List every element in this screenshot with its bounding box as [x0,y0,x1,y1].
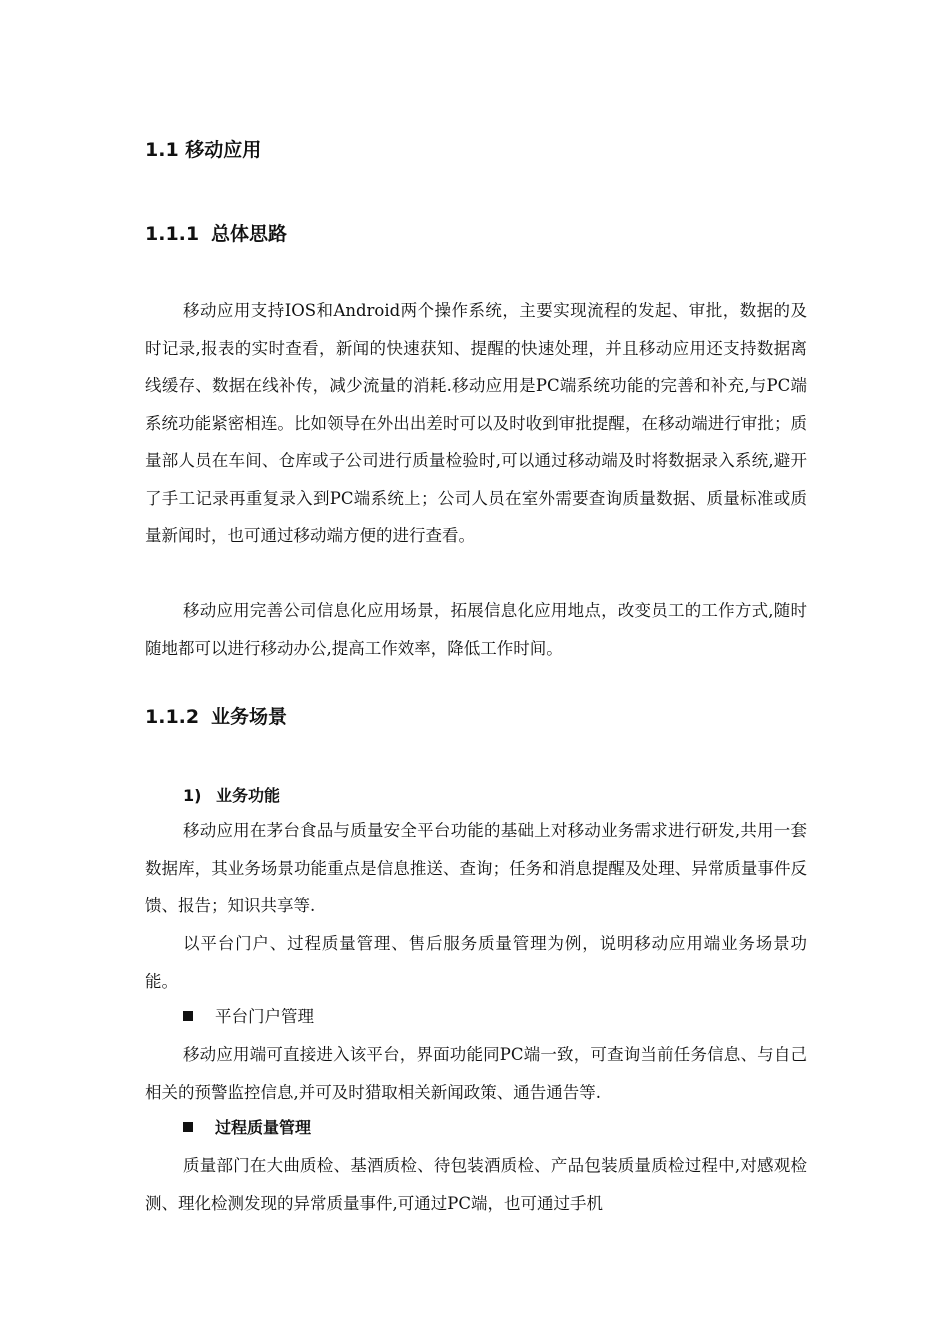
document-page [145,0,807,1344]
square-bullet-icon [183,1122,193,1132]
section-heading [145,136,261,164]
subsection-heading-1 [145,220,287,248]
paragraph-process-quality: 质量部门在大曲质检、基酒质检、待包装酒质检、产品包装质量质检过程中,对感观检测、理化检测发现的异常质量事件,可通过PC端，也可通过手机 [145,1156,807,1213]
item-title: 业务功能 [216,786,281,805]
bullet-text: 平台门户管理 [215,1007,314,1026]
subsection-title: 业务场景 [211,706,288,728]
paragraph-overview: 移动应用支持IOS和Android两个操作系统，主要实现流程的发起、审批，数据的及时记录,报表的实时查看，新闻的快速获知、提醒的快速处理，并且移动应用还支持数据离线缓存、数据在线补传，减少流量的消耗.移动应用是PC端系统功能的完善和补充,与PC端系统功能紧密相连。比如领导在外出出差时可以及时收到审批提醒，在移动端进行审批；质量部人员在车间、仓库或子公司进行质量检验时,可以通过移动端及时将数据录入系统,避开了手工记录再重复录入到PC端系统上；公司人员在室外需要查询质量数据、质量标准或质量新闻时，也可通过移动端方便的进行查看。 [145,301,807,545]
paragraph-portal: 移动应用端可直接进入该平台，界面功能同PC端一致，可查询当前任务信息、与自己相关的预警监控信息,并可及时猎取相关新闻政策、通告通告等. [145,1045,807,1102]
square-bullet-icon [183,1011,193,1021]
paragraph-examples: 以平台门户、过程质量管理、售后服务质量管理为例，说明移动应用端业务场景功能。 [145,934,807,991]
subsection-number: 1.1.1 [145,223,200,245]
subsection-number: 1.1.2 [145,706,200,728]
paragraph-benefits: 移动应用完善公司信息化应用场景，拓展信息化应用地点，改变员工的工作方式,随时随地都可以进行移动办公,提高工作效率，降低工作时间。 [145,601,807,658]
bullet-text: 过程质量管理 [215,1118,312,1137]
item-number: 1) [183,786,202,805]
paragraph-functions: 移动应用在茅台食品与质量安全平台功能的基础上对移动业务需求进行研发,共用一套数据库，其业务场景功能重点是信息推送、查询；任务和消息提醒及处理、异常质量事件反馈、报告；知识共享等. [145,821,807,915]
numbered-item-heading [183,781,280,811]
section-title: 移动应用 [185,139,262,161]
bullet-portal [183,1002,314,1032]
subsection-heading-2 [145,703,287,731]
bullet-process-quality [183,1113,311,1143]
section-number: 1.1 [145,139,179,161]
subsection-title: 总体思路 [211,223,288,245]
